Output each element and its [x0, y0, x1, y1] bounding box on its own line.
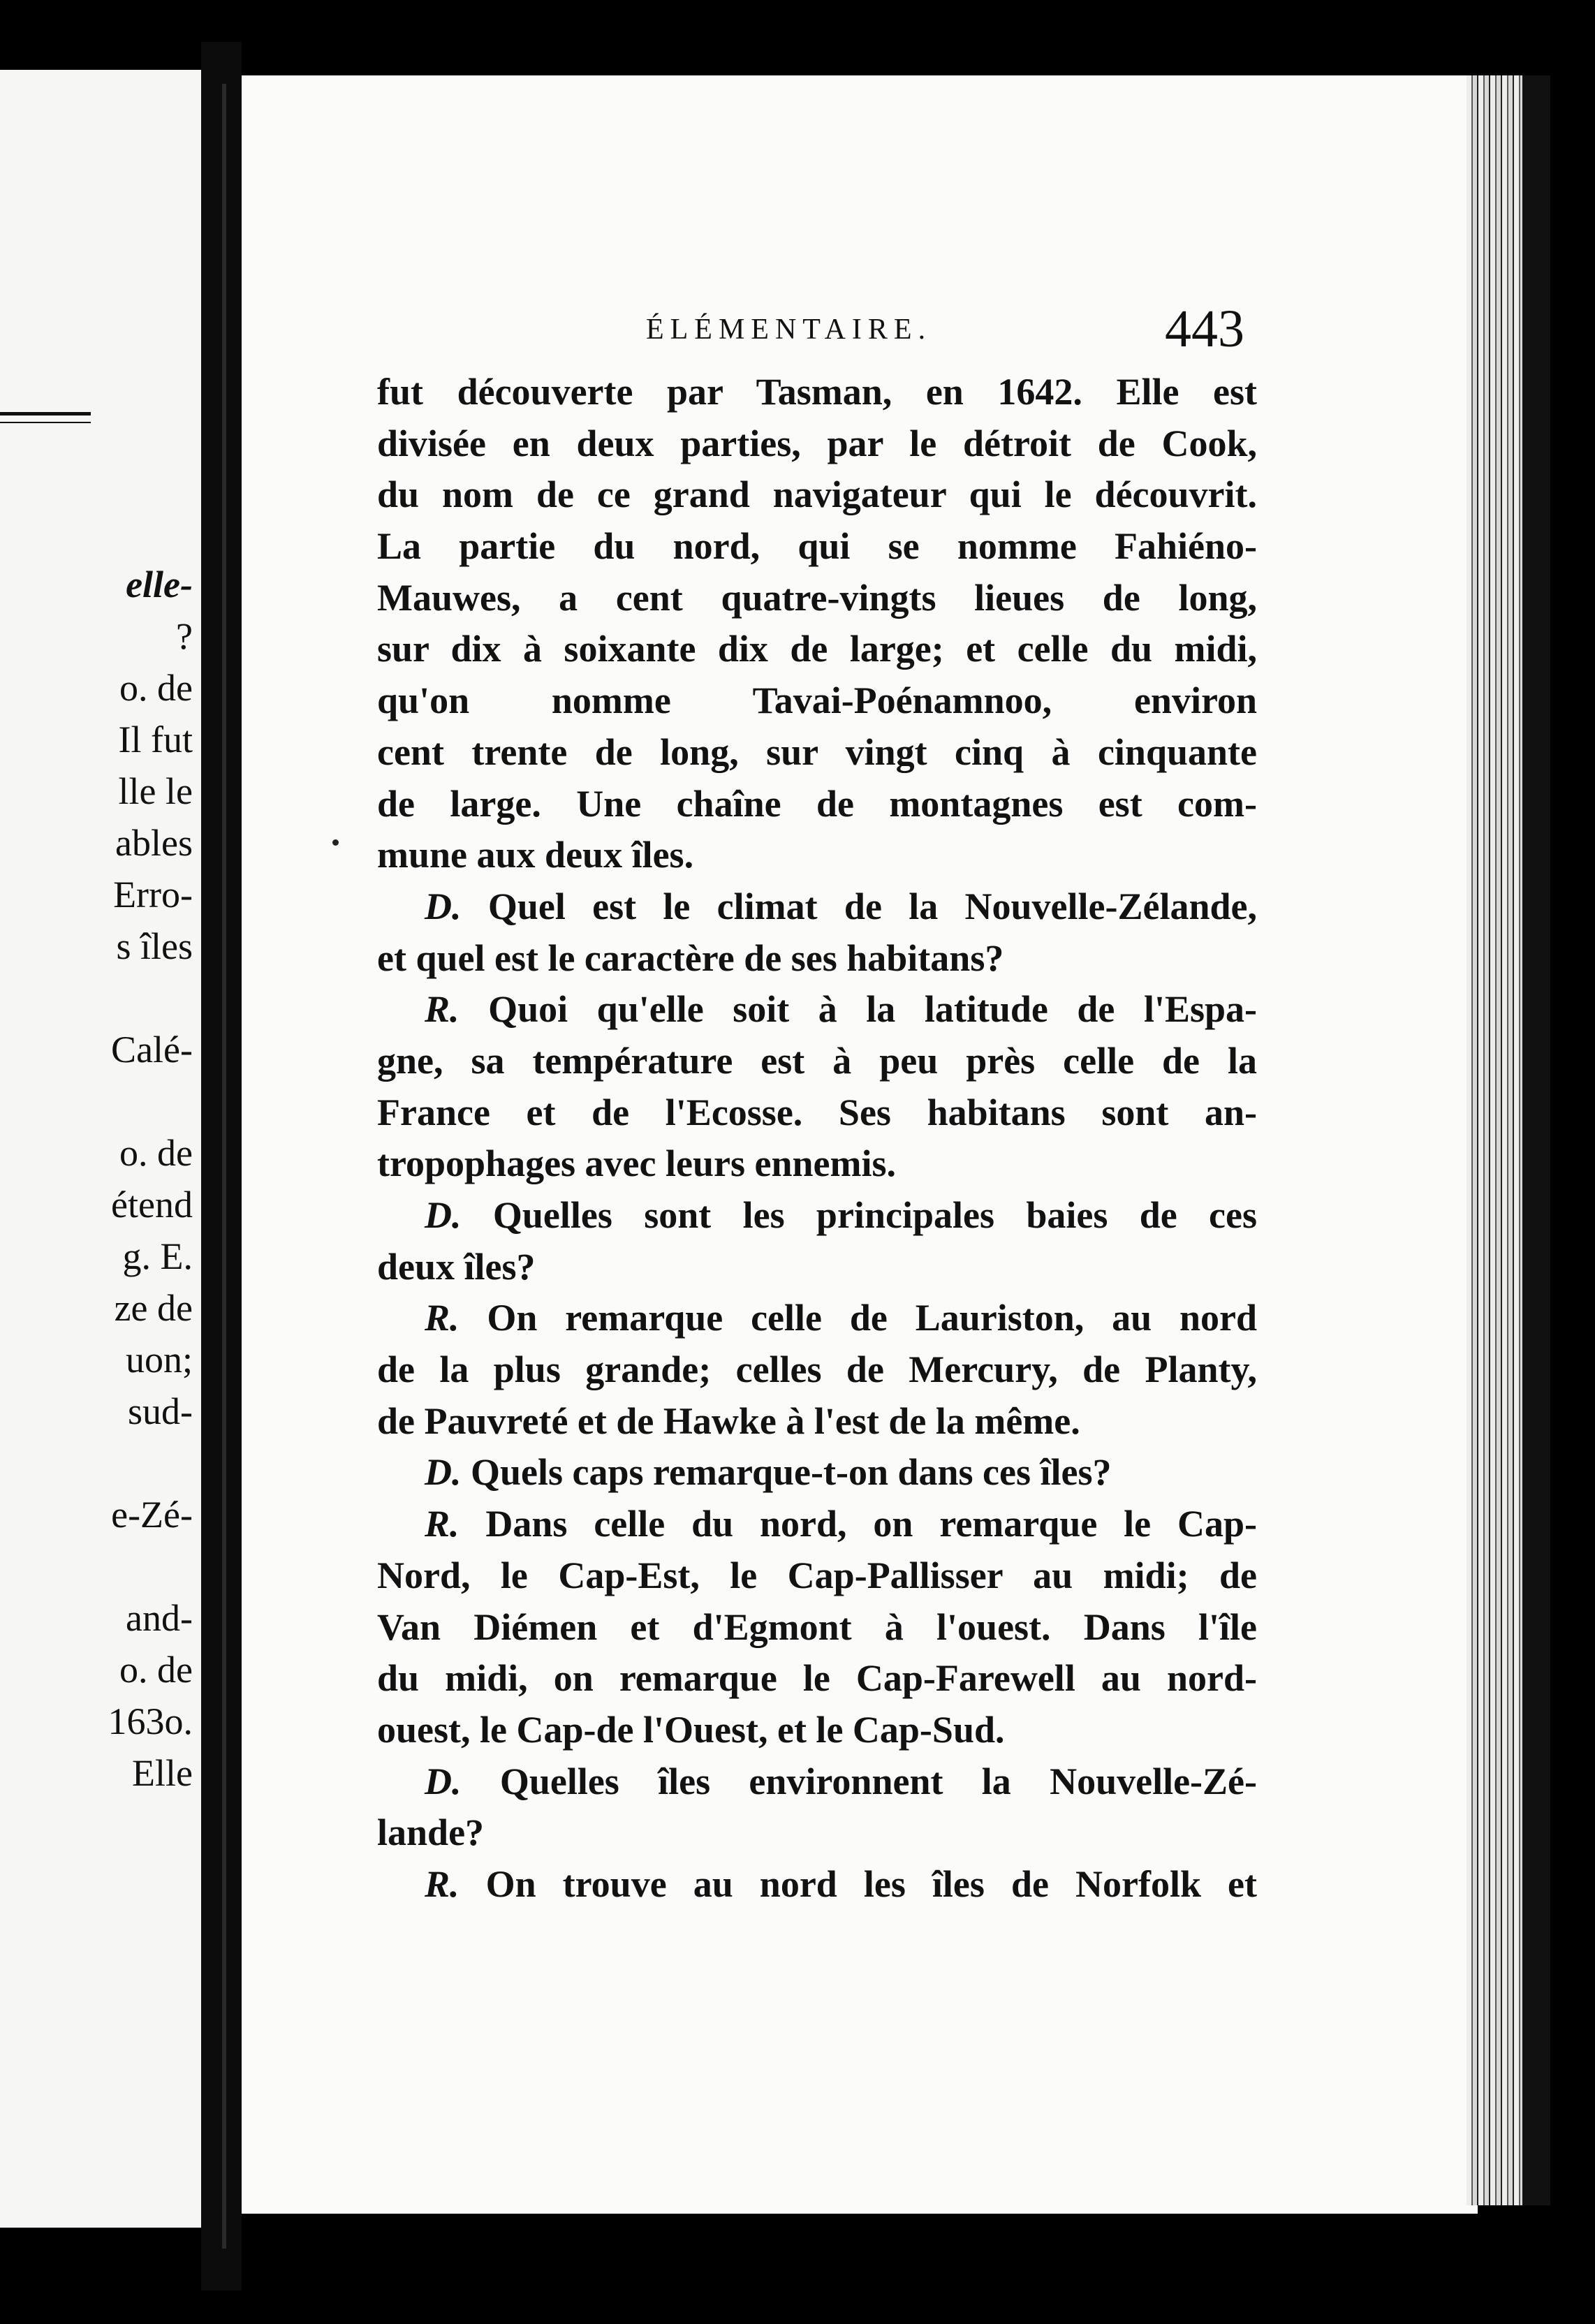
line-text: Nord, le Cap-Est, le Cap-Pallisser au midi; de	[377, 1554, 1257, 1596]
margin-dot	[332, 839, 339, 846]
gutter-shadow	[222, 84, 226, 2249]
left-page-line: Il fut	[118, 719, 193, 760]
text-line	[377, 1653, 1257, 1705]
line-text: On trouve au nord les îles de Norfolk et	[485, 1862, 1257, 1905]
line-text: divisée en deux parties, par le détroit de Cook,	[377, 422, 1257, 464]
left-page-lines	[108, 559, 193, 1799]
left-page-line	[108, 972, 193, 1024]
text-line	[377, 624, 1257, 675]
left-page-line: ables	[115, 822, 193, 864]
line-text: ouest, le Cap-de l'Ouest, et le Cap-Sud.	[377, 1708, 1005, 1751]
line-text: mune aux deux îles.	[377, 834, 694, 876]
line-text: Quoi qu'elle soit à la latitude de l'Espa-	[488, 988, 1257, 1031]
running-head: ÉLÉMENTAIRE.	[646, 314, 932, 346]
line-text: du nom de ce grand navigateur qui le découvrit.	[377, 473, 1257, 516]
text-line	[377, 521, 1257, 573]
line-text: gne, sa température est à peu près celle de la	[377, 1039, 1257, 1082]
left-page-line: ?	[176, 615, 193, 657]
text-line	[377, 1087, 1257, 1139]
text-line	[377, 1036, 1257, 1087]
book-gutter	[201, 42, 242, 2290]
text-line	[377, 1807, 1257, 1859]
text-line	[377, 1242, 1257, 1293]
line-text: Mauwes, a cent quatre-vingts lieues de long,	[377, 576, 1257, 619]
speaker-marker: D.	[425, 1760, 462, 1802]
speaker-marker: R.	[425, 1503, 460, 1545]
text-line	[377, 727, 1257, 779]
text-line	[377, 418, 1257, 470]
text-line	[377, 1293, 1257, 1344]
speaker-marker: D.	[425, 885, 462, 927]
line-text: La partie du nord, qui se nomme Fahiéno-	[377, 525, 1257, 568]
body-text	[377, 367, 1257, 1911]
line-text: tropophages avec leurs ennemis.	[377, 1142, 896, 1185]
text-line	[377, 1602, 1257, 1654]
text-line	[377, 1859, 1257, 1911]
left-page-rule	[0, 412, 91, 415]
text-line	[377, 1138, 1257, 1190]
line-text: fut découverte par Tasman, en 1642. Elle est	[377, 371, 1257, 413]
text-line	[377, 469, 1257, 521]
text-line	[377, 675, 1257, 727]
left-page-fragment	[0, 70, 201, 2228]
left-page-rule-thin	[0, 422, 91, 423]
line-text: de la plus grande; celles de Mercury, de Planty,	[377, 1348, 1257, 1391]
text-line	[377, 1550, 1257, 1602]
text-line	[377, 984, 1257, 1036]
page-number: 443	[1165, 300, 1244, 358]
page-edges	[1467, 75, 1522, 2205]
text-line	[377, 881, 1257, 933]
line-text: de large. Une chaîne de montagnes est com-	[377, 782, 1257, 825]
left-page-line: Calé-	[111, 1029, 193, 1071]
line-text: Van Diémen et d'Egmont à l'ouest. Dans l'île	[377, 1605, 1257, 1648]
left-page-line: and-	[126, 1597, 193, 1639]
text-line	[377, 1396, 1257, 1448]
text-line	[377, 1499, 1257, 1550]
text-line	[377, 1705, 1257, 1756]
line-text: et quel est le caractère de ses habitans?	[377, 936, 1004, 979]
line-text: lande?	[377, 1811, 485, 1854]
speaker-marker: D.	[425, 1451, 462, 1494]
left-page-line: o. de	[119, 1132, 193, 1174]
text-line	[377, 1756, 1257, 1808]
left-page-line: uon;	[125, 1339, 193, 1381]
text-line	[377, 1447, 1257, 1499]
left-page-line	[108, 1075, 193, 1127]
left-page-line: Erro-	[113, 874, 193, 915]
left-page-line: elle-	[126, 564, 193, 605]
line-text: cent trente de long, sur vingt cinq à cinquante	[377, 730, 1257, 773]
left-page-line: s îles	[116, 925, 193, 967]
left-page-line: étend	[111, 1184, 193, 1226]
left-page-line: g. E.	[122, 1235, 193, 1277]
speaker-marker: R.	[425, 1862, 460, 1905]
text-line	[377, 830, 1257, 881]
left-page-line: 163o.	[108, 1700, 193, 1742]
speaker-marker: R.	[425, 1297, 460, 1339]
line-text: du midi, on remarque le Cap-Farewell au nord-	[377, 1657, 1257, 1700]
line-text: Quelles sont les principales baies de ces	[492, 1194, 1257, 1236]
left-page-line	[108, 1540, 193, 1592]
text-line	[377, 1190, 1257, 1242]
line-text: sur dix à soixante dix de large; et celle du midi,	[377, 628, 1257, 670]
line-text: Quels caps remarque-t-on dans ces îles?	[471, 1451, 1112, 1494]
text-line	[377, 1344, 1257, 1396]
left-page-line: lle le	[118, 770, 193, 812]
text-line	[377, 573, 1257, 624]
text-line	[377, 933, 1257, 985]
left-page-line: e-Zé-	[111, 1494, 193, 1536]
text-line	[377, 367, 1257, 418]
line-text: de Pauvreté et de Hawke à l'est de la même.	[377, 1399, 1080, 1442]
line-text: deux îles?	[377, 1245, 536, 1288]
text-line	[377, 779, 1257, 830]
page-edge-shadow	[1522, 75, 1550, 2205]
line-text: Quelles îles environnent la Nouvelle-Zé-	[499, 1760, 1257, 1802]
left-page-line: Elle	[132, 1752, 193, 1794]
left-page-line: o. de	[119, 667, 193, 709]
line-text: On remarque celle de Lauriston, au nord	[487, 1297, 1257, 1339]
left-page-line: ze de	[114, 1287, 193, 1329]
line-text: Quel est le climat de la Nouvelle-Zélande,	[487, 885, 1257, 927]
line-text: France et de l'Ecosse. Ses habitans sont an-	[377, 1091, 1257, 1133]
left-page-line: sud-	[128, 1390, 193, 1432]
line-text: Dans celle du nord, on remarque le Cap-	[485, 1503, 1257, 1545]
left-page-line	[108, 1437, 193, 1489]
line-text: qu'on nomme Tavai-Poénamnoo, environ	[377, 679, 1257, 722]
speaker-marker: R.	[425, 988, 460, 1031]
left-page-line: o. de	[119, 1649, 193, 1691]
speaker-marker: D.	[425, 1194, 462, 1236]
